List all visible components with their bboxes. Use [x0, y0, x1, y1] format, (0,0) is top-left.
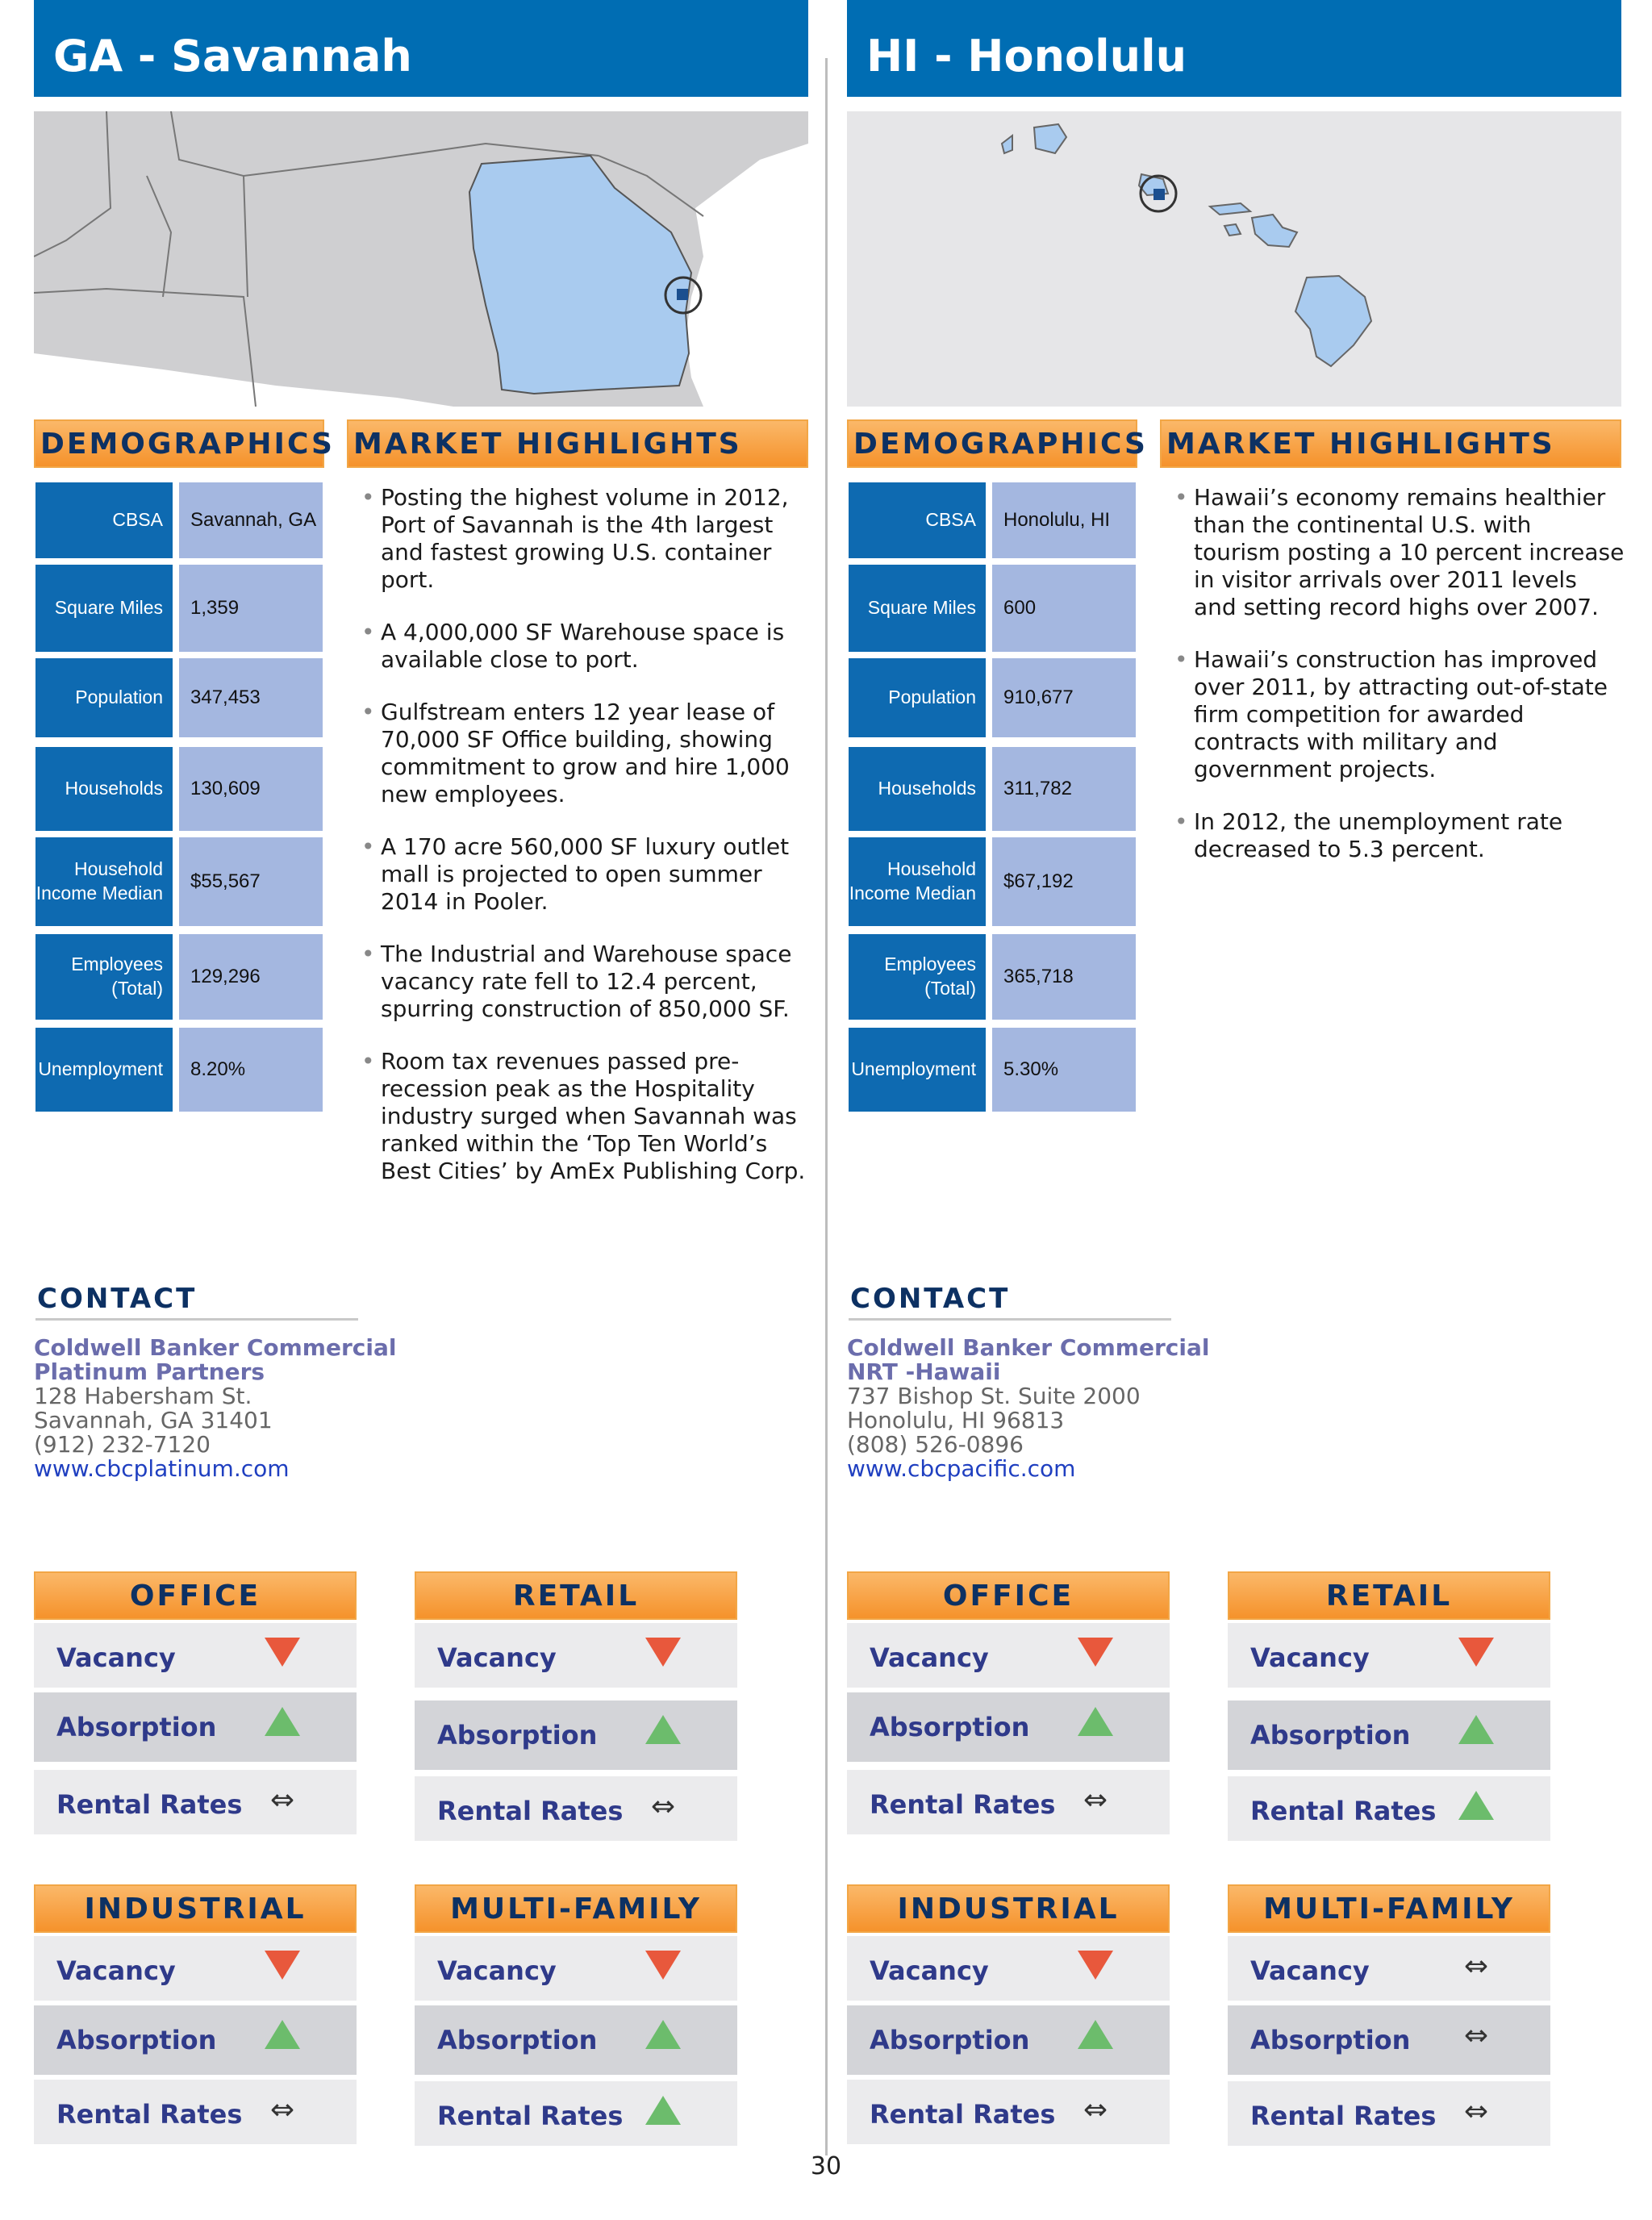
demographics-value: 5.30%: [992, 1028, 1136, 1112]
trend-row: [34, 1770, 357, 1834]
sector-panel-office: [847, 1571, 1170, 1846]
demographics-label: Square Miles: [849, 565, 986, 652]
sector-heading: RETAIL: [1228, 1571, 1550, 1620]
trend-flat-icon: ⇔: [1463, 1950, 1489, 1983]
contact-phone: (912) 232-7120: [34, 1431, 211, 1458]
trend-up-icon: [645, 1715, 681, 1747]
trend-row: [415, 1776, 737, 1841]
trend-row: [34, 2005, 357, 2075]
sector-panel-multi-family: [1228, 1884, 1550, 2159]
trend-flat-icon: ⇔: [1083, 1784, 1108, 1817]
georgia-map-graphic: [34, 111, 808, 407]
trend-down-icon: [1078, 1951, 1113, 1983]
market-highlights-heading: MARKET HIGHLIGHTS: [347, 419, 808, 468]
location-map: [847, 111, 1621, 407]
demographics-label: CBSA: [849, 482, 986, 558]
demographics-value: 129,296: [179, 934, 323, 1020]
demographics-value: Honolulu, HI: [992, 482, 1136, 558]
sector-heading: OFFICE: [34, 1571, 357, 1620]
demographics-label: Employees (Total): [35, 934, 173, 1020]
page-number: 30: [810, 2152, 842, 2180]
demographics-row: [35, 1028, 323, 1112]
demographics-label: Unemployment: [849, 1028, 986, 1112]
demographics-row: [849, 934, 1136, 1020]
location-map: [34, 111, 808, 407]
sector-panel-industrial: [34, 1884, 357, 2159]
sector-panel-industrial: [847, 1884, 1170, 2159]
contact-divider: [35, 1318, 358, 1321]
contact-address2: Honolulu, HI 96813: [847, 1407, 1065, 1433]
trend-flat-icon: ⇔: [1083, 2093, 1108, 2126]
demographics-value: 8.20%: [179, 1028, 323, 1112]
trend-up-icon: [645, 2020, 681, 2052]
trend-label: Absorption: [56, 2025, 217, 2055]
column-divider: [825, 58, 828, 2155]
demographics-label: Household Income Median: [849, 837, 986, 926]
sector-heading: INDUSTRIAL: [34, 1884, 357, 1933]
market-highlights-list: [360, 484, 811, 1210]
sector-panel-retail: [415, 1571, 737, 1846]
demographics-row: [849, 1028, 1136, 1112]
trend-flat-icon: ⇔: [650, 1790, 676, 1823]
highlight-item: • Gulfstream enters 12 year lease of 70,000 SF Office building, showing commitment to grow and hire 1,000 new employees.: [360, 699, 811, 808]
demographics-value: 365,718: [992, 934, 1136, 1020]
trend-row: [1228, 1936, 1550, 2001]
trend-label: Rental Rates: [870, 1789, 1056, 1820]
city-title: HI - Honolulu: [866, 31, 1187, 81]
highlight-item: • A 4,000,000 SF Warehouse space is available close to port.: [360, 619, 811, 674]
trend-row: [1228, 1623, 1550, 1688]
contact-heading: CONTACT: [850, 1283, 1011, 1315]
sector-panel-multi-family: [415, 1884, 737, 2159]
demographics-value: $55,567: [179, 837, 323, 926]
demographics-label: Household Income Median: [35, 837, 173, 926]
trend-row: [34, 2080, 357, 2144]
trend-label: Absorption: [437, 1720, 598, 1751]
demographics-row: [35, 658, 323, 737]
trend-down-icon: [265, 1638, 300, 1670]
demographics-value: 347,453: [179, 658, 323, 737]
trend-row: [34, 1692, 357, 1762]
contact-heading: CONTACT: [37, 1283, 198, 1315]
highlight-item: • Room tax revenues passed pre-recession peak as the Hospitality industry surged when Savannah was ranked within the ‘Top Ten World’s Best Cities’ by AmEx Publishing Corp.: [360, 1048, 811, 1185]
trend-label: Vacancy: [1250, 1955, 1370, 1986]
trend-label: Vacancy: [870, 1642, 989, 1673]
demographics-row: [35, 837, 323, 926]
sector-heading: MULTI-FAMILY: [1228, 1884, 1550, 1933]
trend-down-icon: [645, 1951, 681, 1983]
trend-label: Rental Rates: [1250, 2101, 1437, 2131]
contact-address2: Savannah, GA 31401: [34, 1407, 273, 1433]
demographics-value: 600: [992, 565, 1136, 652]
trend-row: [415, 2081, 737, 2146]
trend-label: Rental Rates: [437, 2101, 624, 2131]
highlight-item: • Hawaii’s construction has improved over 2011, by attracting out-of-state firm competition for awarded contracts with military and government projects.: [1173, 646, 1625, 783]
trend-label: Absorption: [1250, 1720, 1411, 1751]
sector-heading: OFFICE: [847, 1571, 1170, 1620]
trend-row: [847, 1692, 1170, 1762]
contact-firm-line2: Platinum Partners: [34, 1358, 265, 1385]
demographics-value: Savannah, GA: [179, 482, 323, 558]
demographics-value: $67,192: [992, 837, 1136, 926]
demographics-label: Unemployment: [35, 1028, 173, 1112]
demographics-label: CBSA: [35, 482, 173, 558]
trend-row: [847, 1623, 1170, 1688]
contact-divider: [849, 1318, 1171, 1321]
demographics-label: Employees (Total): [849, 934, 986, 1020]
trend-row: [847, 2005, 1170, 2075]
contact-firm-line1: Coldwell Banker Commercial: [847, 1334, 1210, 1361]
trend-label: Absorption: [437, 2025, 598, 2055]
highlight-item: • The Industrial and Warehouse space vacancy rate fell to 12.4 percent, spurring construction of 850,000 SF.: [360, 941, 811, 1023]
demographics-row: [849, 565, 1136, 652]
demographics-row: [35, 565, 323, 652]
sector-panel-office: [34, 1571, 357, 1846]
trend-up-icon: [1078, 1707, 1113, 1739]
city-header-bar: [34, 0, 808, 97]
contact-website-link[interactable]: www.cbcplatinum.com: [34, 1455, 290, 1482]
demographics-value: 311,782: [992, 747, 1136, 831]
demographics-value: 130,609: [179, 747, 323, 831]
trend-label: Rental Rates: [56, 1789, 243, 1820]
demographics-value: 910,677: [992, 658, 1136, 737]
trend-label: Absorption: [56, 1712, 217, 1742]
sector-panel-retail: [1228, 1571, 1550, 1846]
trend-row: [415, 1700, 737, 1770]
trend-up-icon: [1078, 2020, 1113, 2052]
trend-row: [1228, 1776, 1550, 1841]
city-header-bar: [847, 0, 1621, 97]
demographics-row: [35, 747, 323, 831]
demographics-heading: DEMOGRAPHICS: [34, 419, 324, 468]
trend-label: Vacancy: [56, 1642, 176, 1673]
trend-row: [34, 1936, 357, 2001]
trend-label: Absorption: [870, 2025, 1030, 2055]
contact-firm-line2: NRT -Hawaii: [847, 1358, 1001, 1385]
contact-phone: (808) 526-0896: [847, 1431, 1024, 1458]
trend-flat-icon: ⇔: [1463, 2019, 1489, 2052]
demographics-row: [849, 658, 1136, 737]
demographics-label: Households: [35, 747, 173, 831]
demographics-label: Households: [849, 747, 986, 831]
market-panel-savannah: [34, 0, 808, 2220]
demographics-row: [849, 747, 1136, 831]
hawaii-map-graphic: [847, 111, 1621, 407]
contact-firm-line1: Coldwell Banker Commercial: [34, 1334, 397, 1361]
trend-down-icon: [1458, 1638, 1494, 1670]
demographics-row: [849, 837, 1136, 926]
trend-up-icon: [1458, 1791, 1494, 1823]
contact-address1: 128 Habersham St.: [34, 1383, 252, 1409]
trend-label: Absorption: [1250, 2025, 1411, 2055]
trend-row: [415, 1936, 737, 2001]
trend-label: Vacancy: [437, 1642, 557, 1673]
trend-flat-icon: ⇔: [269, 1784, 295, 1817]
trend-flat-icon: ⇔: [1463, 2095, 1489, 2128]
demographics-row: [35, 934, 323, 1020]
trend-row: [415, 2005, 737, 2075]
sector-heading: INDUSTRIAL: [847, 1884, 1170, 1933]
trend-label: Absorption: [870, 1712, 1030, 1742]
demographics-heading: DEMOGRAPHICS: [847, 419, 1137, 468]
demographics-value: 1,359: [179, 565, 323, 652]
trend-row: [1228, 2005, 1550, 2075]
trend-label: Rental Rates: [1250, 1796, 1437, 1826]
market-highlights-heading: MARKET HIGHLIGHTS: [1160, 419, 1621, 468]
trend-label: Vacancy: [1250, 1642, 1370, 1673]
trend-row: [34, 1623, 357, 1688]
trend-flat-icon: ⇔: [269, 2093, 295, 2126]
demographics-label: Population: [849, 658, 986, 737]
trend-row: [847, 1770, 1170, 1834]
demographics-row: [35, 482, 323, 558]
demographics-label: Square Miles: [35, 565, 173, 652]
trend-up-icon: [645, 2096, 681, 2128]
trend-up-icon: [1458, 1715, 1494, 1747]
highlight-item: • Hawaii’s economy remains healthier than the continental U.S. with tourism posting a 10 percent increase in visitor arrivals over 2011 levels and setting record highs over 2007.: [1173, 484, 1625, 621]
contact-block: [847, 1336, 1250, 1481]
contact-block: [34, 1336, 437, 1481]
trend-row: [1228, 1700, 1550, 1770]
trend-row: [847, 1936, 1170, 2001]
trend-label: Rental Rates: [437, 1796, 624, 1826]
highlight-item: • Posting the highest volume in 2012, Port of Savannah is the 4th largest and fastest growing U.S. container port.: [360, 484, 811, 594]
trend-row: [415, 1623, 737, 1688]
highlight-item: • In 2012, the unemployment rate decreased to 5.3 percent.: [1173, 808, 1625, 863]
sector-heading: RETAIL: [415, 1571, 737, 1620]
city-title: GA - Savannah: [53, 31, 412, 81]
market-highlights-list: [1173, 484, 1625, 888]
trend-row: [847, 2080, 1170, 2144]
contact-website-link[interactable]: www.cbcpacific.com: [847, 1455, 1076, 1482]
trend-label: Rental Rates: [870, 2099, 1056, 2130]
trend-row: [1228, 2081, 1550, 2146]
demographics-row: [849, 482, 1136, 558]
contact-address1: 737 Bishop St. Suite 2000: [847, 1383, 1141, 1409]
trend-label: Vacancy: [56, 1955, 176, 1986]
demographics-label: Population: [35, 658, 173, 737]
trend-down-icon: [1078, 1638, 1113, 1670]
market-panel-honolulu: [847, 0, 1625, 2220]
trend-label: Vacancy: [870, 1955, 989, 1986]
sector-heading: MULTI-FAMILY: [415, 1884, 737, 1933]
trend-up-icon: [265, 1707, 300, 1739]
trend-label: Vacancy: [437, 1955, 557, 1986]
trend-down-icon: [265, 1951, 300, 1983]
trend-up-icon: [265, 2020, 300, 2052]
trend-label: Rental Rates: [56, 2099, 243, 2130]
trend-down-icon: [645, 1638, 681, 1670]
highlight-item: • A 170 acre 560,000 SF luxury outlet mall is projected to open summer 2014 in Pooler.: [360, 833, 811, 916]
